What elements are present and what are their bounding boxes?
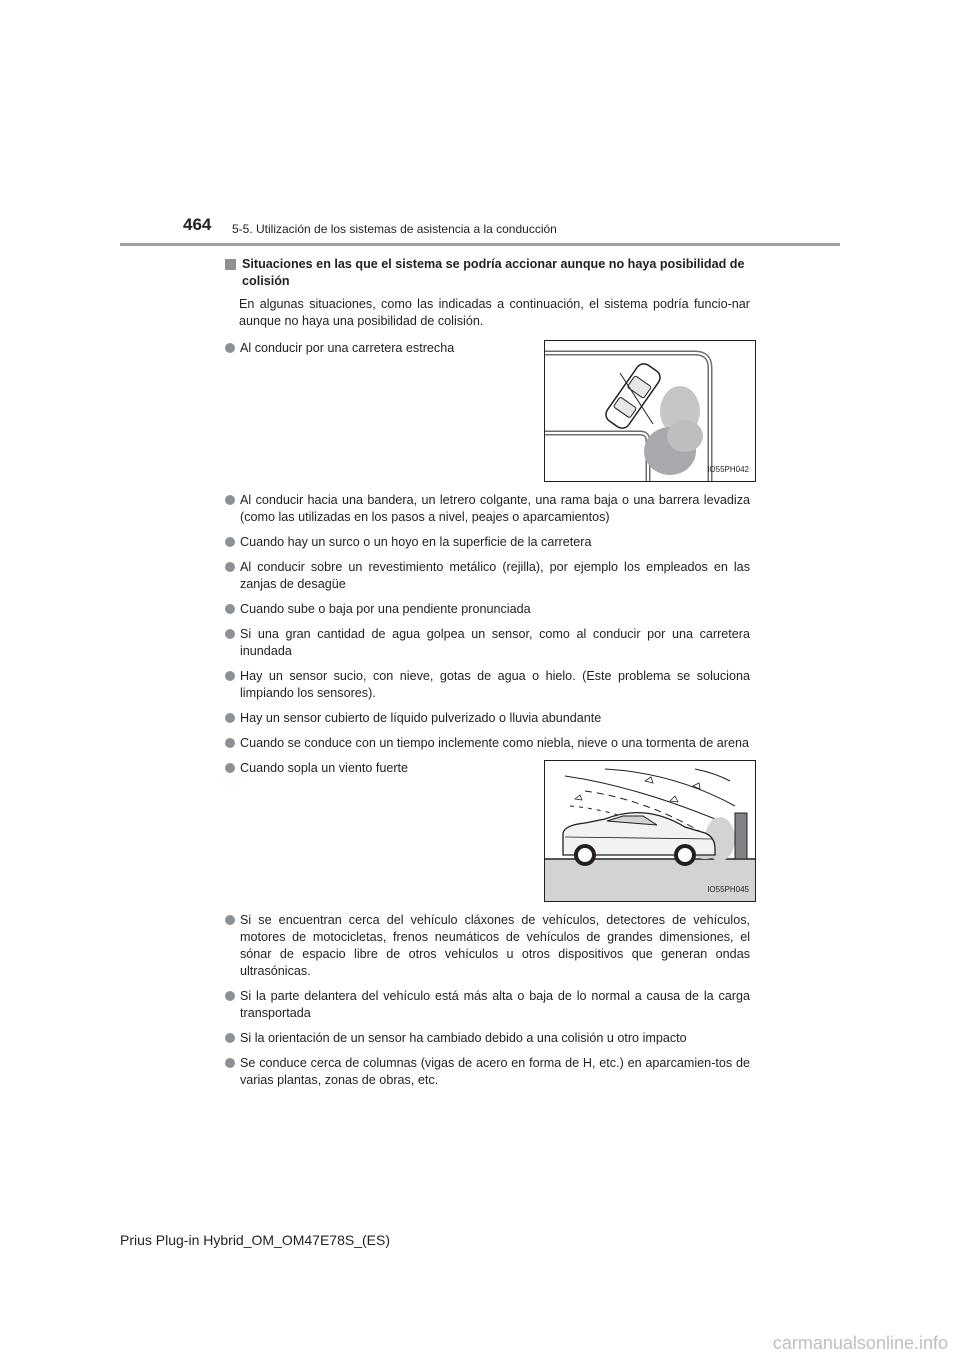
bullet-list-2 bbox=[225, 912, 750, 1089]
list-item: Si una gran cantidad de agua golpea un sensor, como al conducir por una carretera inundada bbox=[225, 626, 750, 660]
round-bullet-icon bbox=[225, 343, 235, 353]
bullet-with-figure-1 bbox=[225, 340, 750, 492]
bullet-list-1 bbox=[225, 492, 750, 752]
list-item: Al conducir sobre un revestimiento metálico (rejilla), por ejemplo los empleados en las zanjas de desagüe bbox=[225, 559, 750, 593]
round-bullet-icon bbox=[225, 713, 235, 723]
round-bullet-icon bbox=[225, 495, 235, 505]
round-bullet-icon bbox=[225, 562, 235, 572]
round-bullet-icon bbox=[225, 991, 235, 1001]
figure-code: IO55PH045 bbox=[707, 885, 749, 894]
list-item: Al conducir por una carretera estrecha bbox=[225, 340, 495, 357]
round-bullet-icon bbox=[225, 671, 235, 681]
list-item: Cuando sopla un viento fuerte bbox=[225, 760, 495, 777]
intro-paragraph: En algunas situaciones, como las indicadas a continuación, el sistema podría funcio-nar aunque no haya una posibilidad de colisión. bbox=[239, 297, 750, 328]
list-item: Si la orientación de un sensor ha cambiado debido a una colisión u otro impacto bbox=[225, 1030, 750, 1047]
list-item: Se conduce cerca de columnas (vigas de acero en forma de H, etc.) en aparcamien-tos de varias plantas, zonas de obras, etc. bbox=[225, 1055, 750, 1089]
list-item: Si la parte delantera del vehículo está más alta o baja de lo normal a causa de la carga transportada bbox=[225, 988, 750, 1022]
list-item: Hay un sensor cubierto de líquido pulverizado o lluvia abundante bbox=[225, 710, 750, 727]
round-bullet-icon bbox=[225, 604, 235, 614]
round-bullet-icon bbox=[225, 763, 235, 773]
round-bullet-icon bbox=[225, 537, 235, 547]
heading-text: Situaciones en las que el sistema se podría accionar aunque no haya posibilidad de colisión bbox=[242, 257, 745, 288]
list-item: Cuando sube o baja por una pendiente pronunciada bbox=[225, 601, 750, 618]
round-bullet-icon bbox=[225, 915, 235, 925]
bullet-with-figure-2 bbox=[225, 760, 750, 912]
narrow-road-illustration bbox=[544, 340, 756, 482]
watermark: carmanualsonline.info bbox=[772, 1333, 948, 1353]
round-bullet-icon bbox=[225, 738, 235, 748]
section-title: 5-5. Utilización de los sistemas de asistencia a la conducción bbox=[232, 222, 557, 236]
list-item: Si se encuentran cerca del vehículo cláxones de vehículos, detectores de vehículos, motores de motocicletas, frenos neumáticos de vehículos de grandes dimensiones, el sónar de espacio libre de otros vehículos u otros dispositivos que generan ondas ultrasónicas. bbox=[225, 912, 750, 980]
main-content bbox=[225, 256, 750, 1097]
round-bullet-icon bbox=[225, 1058, 235, 1068]
document-id-footer: Prius Plug-in Hybrid_OM_OM47E78S_(ES) bbox=[120, 1232, 390, 1248]
round-bullet-icon bbox=[225, 629, 235, 639]
list-item: Cuando hay un surco o un hoyo en la superficie de la carretera bbox=[225, 534, 750, 551]
list-item: Hay un sensor sucio, con nieve, gotas de agua o hielo. (Este problema se soluciona limpiando los sensores). bbox=[225, 668, 750, 702]
figure-code: IO55PH042 bbox=[707, 465, 749, 474]
list-item: Al conducir hacia una bandera, un letrero colgante, una rama baja o una barrera levadiza (como las utilizadas en los pasos a nivel, peajes o aparcamientos) bbox=[225, 492, 750, 526]
round-bullet-icon bbox=[225, 1033, 235, 1043]
page-number: 464 bbox=[183, 215, 212, 234]
section-heading bbox=[225, 256, 750, 290]
list-item: Cuando se conduce con un tiempo inclemente como niebla, nieve o una tormenta de arena bbox=[225, 735, 750, 752]
header-rule bbox=[120, 243, 840, 246]
square-bullet-icon bbox=[225, 259, 236, 270]
wind-illustration bbox=[544, 760, 756, 902]
